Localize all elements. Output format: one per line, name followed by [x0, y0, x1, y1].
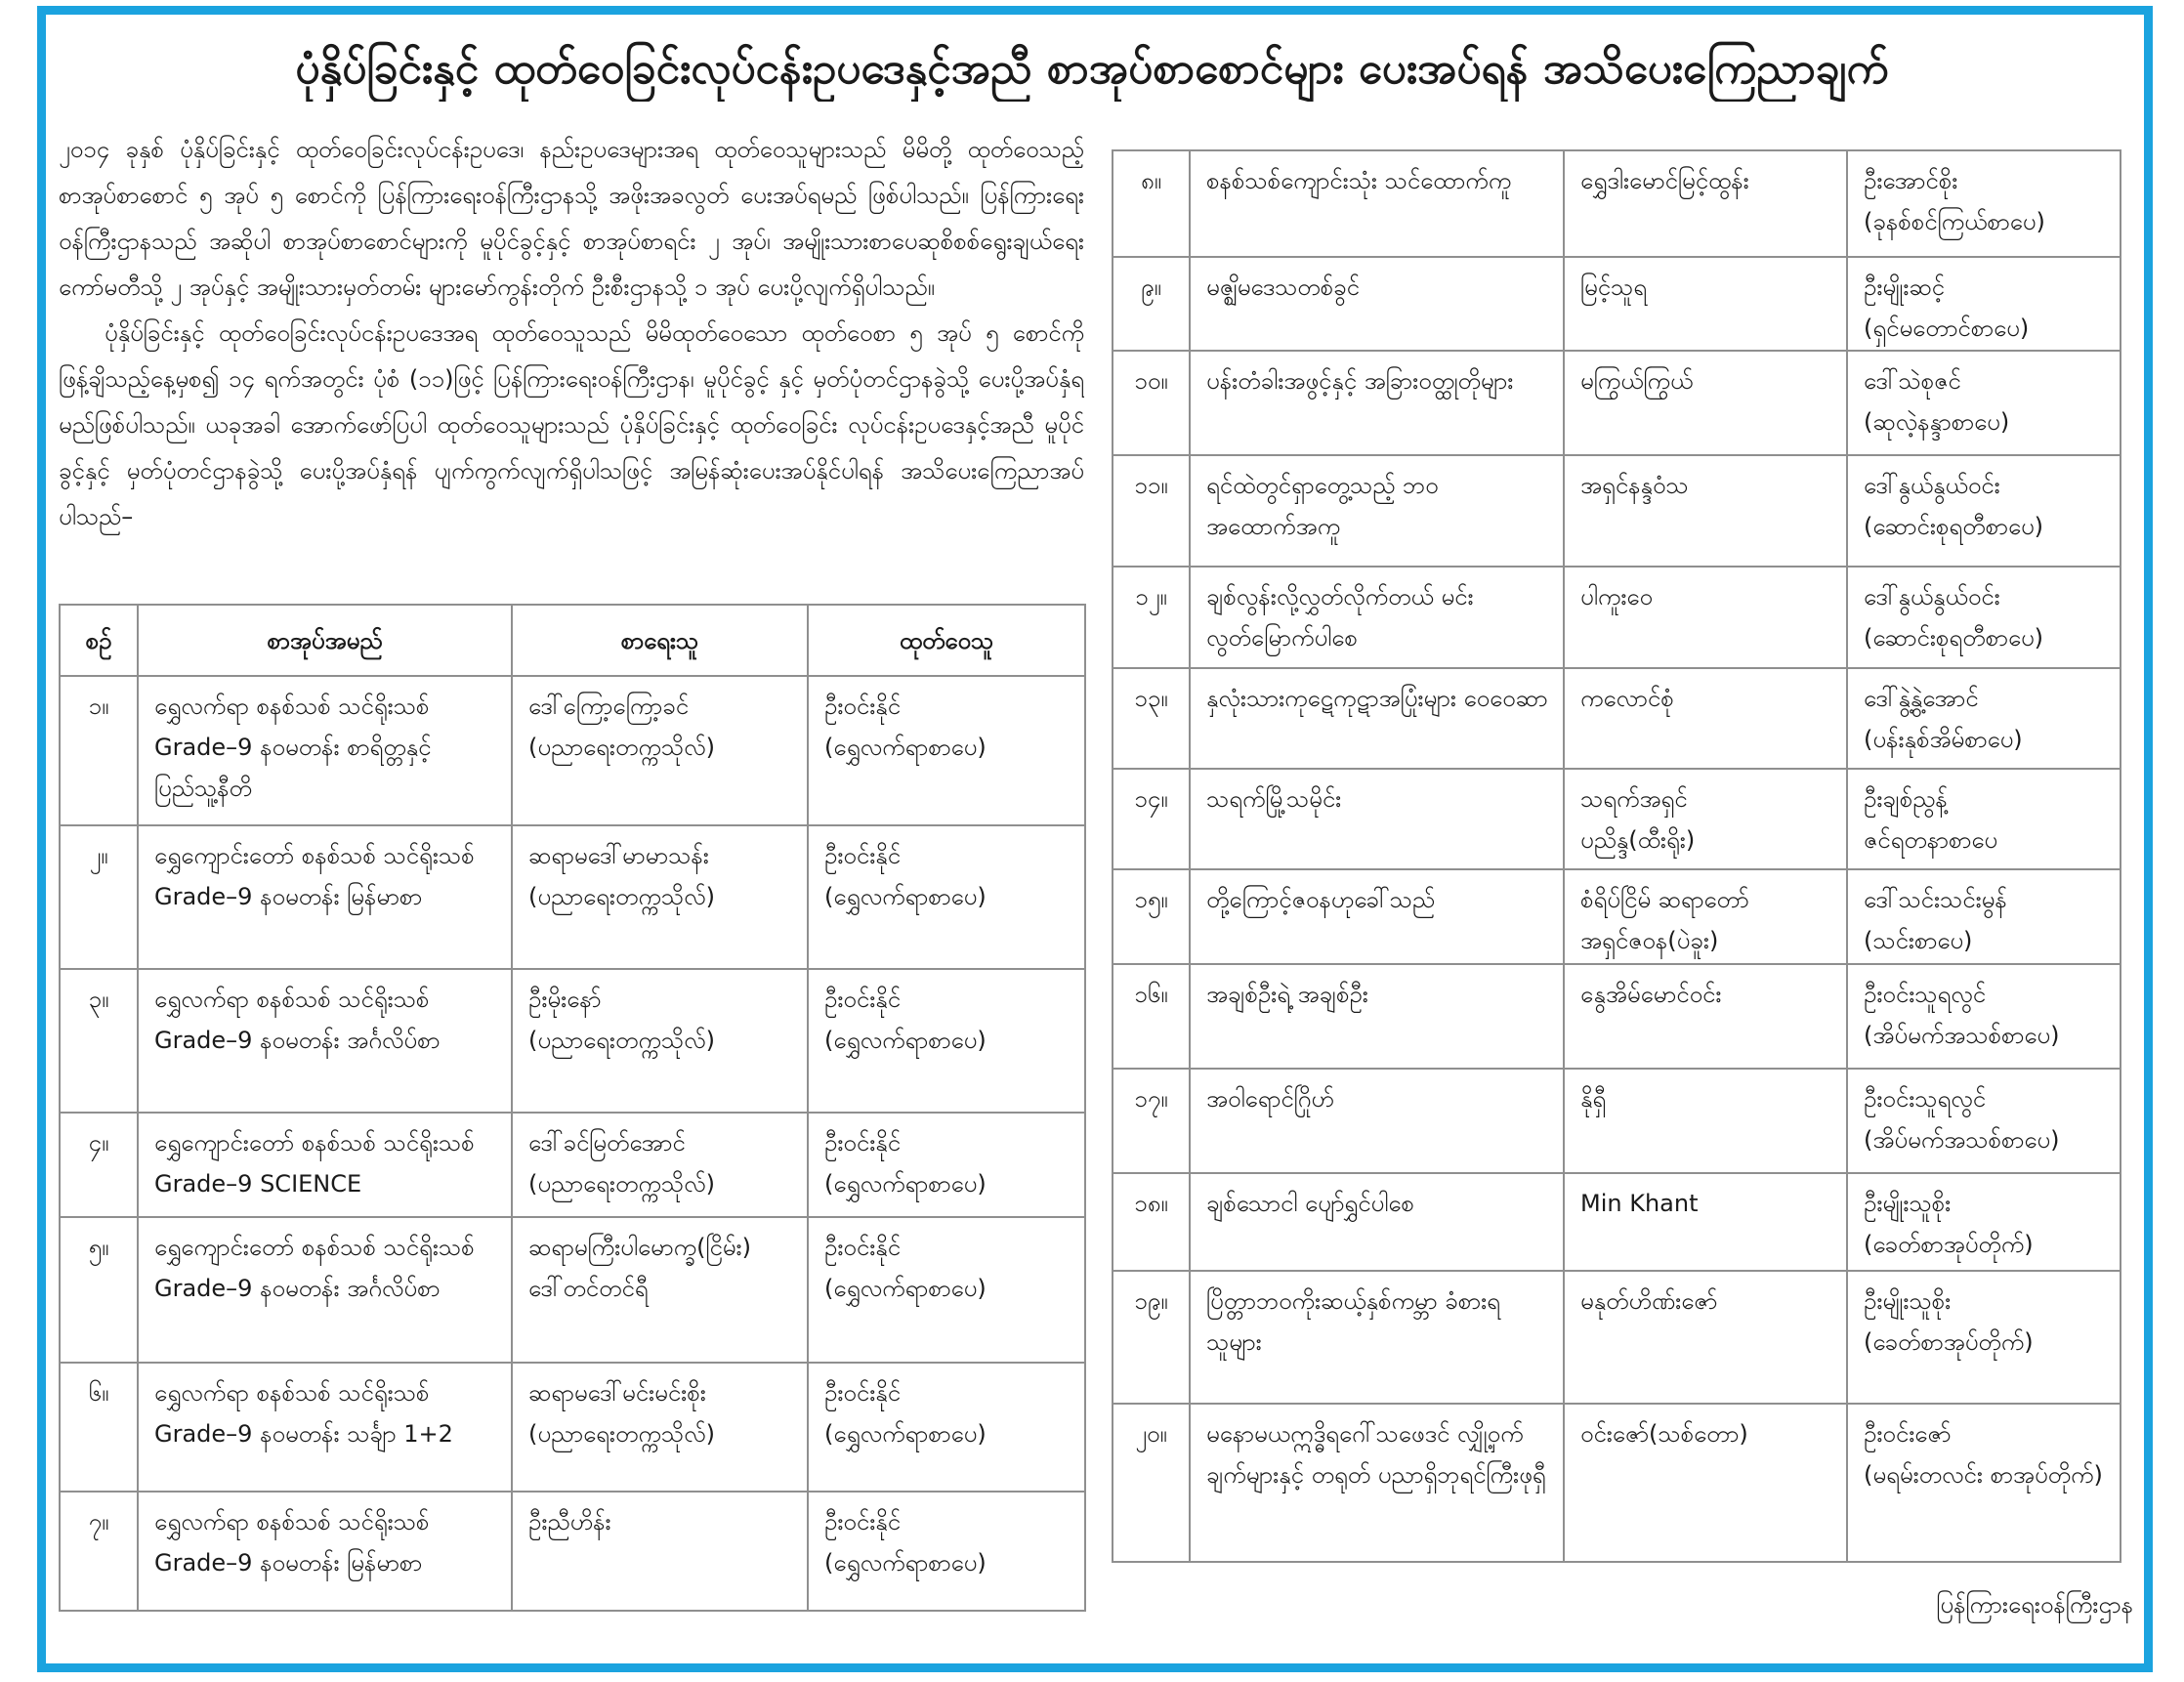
book-7-author: ဦးညီဟိန်း [528, 1508, 611, 1535]
book-13-title: နှလုံးသားကုဋေကုဋာအပြုံးများ ဝေဝေဆာ [1191, 669, 1565, 770]
book-14-author-cell [1565, 770, 1848, 870]
book-3-author-cell [513, 970, 809, 1114]
book-6-author-cell [513, 1364, 809, 1493]
book-4-publishing-house: (ရွှေလက်ရာစာပေ) [824, 1170, 987, 1198]
book-3-publisher: ဦးဝင်းနိုင် [824, 986, 901, 1013]
book-4-author: ဒေါ်ခင်မြတ်အောင် [528, 1129, 686, 1156]
book-9-author: မြင့်သူရ [1580, 273, 1648, 301]
book-11-author-cell [1565, 456, 1848, 568]
header-author: စာရေးသူ [513, 606, 809, 677]
books-table-left [59, 604, 1086, 1612]
book-1-publisher-cell [809, 677, 1086, 826]
book-9-publisher-cell [1848, 258, 2121, 352]
book-6-publisher-cell [809, 1364, 1086, 1493]
book-8-author-cell [1565, 151, 1848, 258]
book-20-publishing-house: (မရမ်းတလင်း စာအုပ်တိုက်) [1864, 1461, 2103, 1489]
book-18-author: Min Khant [1580, 1190, 1699, 1217]
book-16-publishing-house: (အိပ်မက်အသစ်စာပေ) [1864, 1022, 2060, 1049]
book-12-publisher-cell [1848, 568, 2121, 669]
book-13-number: ၁၃။ [1113, 669, 1191, 770]
book-3-publisher-cell [809, 970, 1086, 1114]
book-19-title: ပြိတ္တာဘဝကိုးဆယ့်နှစ်ကမ္ဘာ ခံစားရသူများ [1191, 1272, 1565, 1405]
book-13-publishing-house: (ပန်းနုစ်အိမ်စာပေ) [1864, 726, 2023, 753]
book-6-number: ၆။ [61, 1364, 139, 1493]
book-10-publisher: ဒေါ်သဲစုဇင် [1864, 367, 1961, 395]
book-7-publisher-cell [809, 1493, 1086, 1612]
book-17-title: အဝါရောင်ဂြိုဟ် [1191, 1070, 1565, 1174]
book-18-publisher: ဦးမျိုးသူစိုး [1864, 1190, 1952, 1217]
book-14-title: သရက်မြို့သမိုင်း [1191, 770, 1565, 870]
book-1-author: ဒေါ်ကြော့ကြော့ခင် [528, 693, 690, 720]
book-5-title: ရွှေကျောင်းတော် စနစ်သစ် သင်ရိုးသစ် Grade–9 နဝမတန်း အင်္ဂလိပ်စာ [139, 1218, 513, 1364]
book-11-publisher: ဒေါ်နွယ်နွယ်ဝင်း [1864, 472, 2000, 499]
book-10-title: ပန်းတံခါးအဖွင့်နှင့် အခြားဝတ္ထုတိုများ [1191, 352, 1565, 456]
book-6-title: ရွှေလက်ရာ စနစ်သစ် သင်ရိုးသစ် Grade–9 နဝမတန်း သင်္ချာ 1+2 [139, 1364, 513, 1493]
book-18-publisher-cell [1848, 1174, 2121, 1272]
header-number: စဉ် [61, 606, 139, 677]
book-1-author-cell [513, 677, 809, 826]
book-6-author-note: (ပညာရေးတက္ကသိုလ်) [528, 1420, 715, 1448]
book-16-number: ၁၆။ [1113, 965, 1191, 1070]
book-9-title: မဇ္ဈိမဒေသတစ်ခွင် [1191, 258, 1565, 352]
book-16-publisher: ဦးဝင်းသူရလွင် [1864, 981, 1987, 1008]
book-11-author: အရှင်နန္ဒဝံသ [1580, 472, 1689, 499]
book-11-title: ရင်ထဲတွင်ရှာတွေ့သည့် ဘဝ အထောက်အကူ [1191, 456, 1565, 568]
announcement-intro [59, 127, 1084, 591]
book-8-author: ရွှေဒါးမောင်မြင့်ထွန်း [1580, 167, 1749, 194]
book-20-publisher: ဦးဝင်းဇော် [1864, 1420, 1952, 1448]
book-4-number: ၄။ [61, 1114, 139, 1218]
book-1-number: ၁။ [61, 677, 139, 826]
issuing-ministry: ပြန်ကြားရေးဝန်ကြီးဌာန [1936, 1591, 2133, 1619]
book-9-publisher: ဦးမျိုးဆင့် [1864, 273, 1945, 301]
book-16-author: နွေအိမ်မောင်ဝင်း [1580, 981, 1722, 1008]
book-18-publishing-house: (ခေတ်စာအုပ်တိုက်) [1864, 1231, 2034, 1258]
intro-paragraph-1: ၂၀၁၄ ခုနှစ် ပုံနှိပ်ခြင်းနှင့် ထုတ်ဝေခြင်းလုပ်ငန်းဥပဒေ၊ နည်းဥပဒေများအရ ထုတ်ဝေသူများသည် မိမိတို့ ထုတ်ဝေသည့် စာအုပ်စာစောင် ၅ အုပ် ၅ စောင်ကို ပြန်ကြားရေးဝန်ကြီးဌာနသို့ အဖိုးအခလွတ် ပေးအပ်ရမည် ဖြစ်ပါသည်။ ပြန်ကြားရေးဝန်ကြီးဌာနသည် အဆိုပါ စာအုပ်စာစောင်များကို မူပိုင်ခွင့်နှင့် စာအုပ်စာရင်း ၂ အုပ်၊ အမျိုးသားစာပေဆုစိစစ်ရွေးချယ်ရေးကော်မတီသို့ ၂ အုပ်နှင့် အမျိုးသားမှတ်တမ်း များမော်ကွန်းတိုက် ဦးစီးဌာနသို့ ၁ အုပ် ပေးပို့လျက်ရှိပါသည်။ [59, 136, 1084, 301]
book-14-author: သရက်အရှင် [1580, 785, 1688, 813]
book-7-author-cell [513, 1493, 809, 1612]
book-17-publisher-cell [1848, 1070, 2121, 1174]
book-18-title: ချစ်သောငါ ပျော်ရွှင်ပါစေ [1191, 1174, 1565, 1272]
book-8-title: စနစ်သစ်ကျောင်းသုံး သင်ထောက်ကူ [1191, 151, 1565, 258]
book-8-number: ၈။ [1113, 151, 1191, 258]
book-1-publisher: ဦးဝင်းနိုင် [824, 693, 901, 720]
book-5-publishing-house: (ရွှေလက်ရာစာပေ) [824, 1275, 987, 1302]
book-4-author-cell [513, 1114, 809, 1218]
book-9-author-cell [1565, 258, 1848, 352]
book-10-author-cell [1565, 352, 1848, 456]
book-4-author-note: (ပညာရေးတက္ကသိုလ်) [528, 1170, 715, 1198]
book-2-title: ရွှေကျောင်းတော် စနစ်သစ် သင်ရိုးသစ် Grade–9 နဝမတန်း မြန်မာစာ [139, 826, 513, 970]
book-20-publisher-cell [1848, 1405, 2121, 1563]
book-8-publisher: ဦးအောင်စိုး [1864, 167, 1958, 194]
book-11-publisher-cell [1848, 456, 2121, 568]
book-12-number: ၁၂။ [1113, 568, 1191, 669]
book-8-publishing-house: (ခုနစ်စင်ကြယ်စာပေ) [1864, 208, 2045, 235]
book-4-publisher-cell [809, 1114, 1086, 1218]
book-2-author-cell [513, 826, 809, 970]
book-4-publisher: ဦးဝင်းနိုင် [824, 1129, 901, 1156]
book-15-author-note: အရှင်ဇဝန(ပဲခူး) [1580, 927, 1719, 954]
announcement-title: ပုံနှိပ်ခြင်းနှင့် ထုတ်ဝေခြင်းလုပ်ငန်းဥပဒေနှင့်အညီ စာအုပ်စာစောင်များ ပေးအပ်ရန် အသိပေးကြေညာချက် [295, 44, 1889, 94]
header-publisher: ထုတ်ဝေသူ [809, 606, 1086, 677]
book-19-author: မနုတ်ဟိဏ်းဇော် [1580, 1287, 1718, 1315]
book-15-title: တို့ကြောင့်ဇဝနဟုခေါ်သည် [1191, 870, 1565, 965]
book-15-number: ၁၅။ [1113, 870, 1191, 965]
book-5-number: ၅။ [61, 1218, 139, 1364]
book-17-author-cell [1565, 1070, 1848, 1174]
book-19-publisher: ဦးမျိုးသူစိုး [1864, 1287, 1952, 1315]
book-5-author: ဆရာမကြီးပါမောက္ခ(ငြိမ်း) [528, 1234, 751, 1261]
book-2-author: ဆရာမဒေါ်မာမာသန်း [528, 842, 709, 869]
book-9-publishing-house: (ရှင်မတောင်စာပေ) [1864, 315, 2030, 342]
book-19-number: ၁၉။ [1113, 1272, 1191, 1405]
books-table-right [1112, 149, 2121, 1563]
book-17-publisher: ဦးဝင်းသူရလွင် [1864, 1085, 1987, 1113]
book-5-publisher-cell [809, 1218, 1086, 1364]
book-3-author: ဦးမိုးနော် [528, 986, 602, 1013]
book-14-number: ၁၄။ [1113, 770, 1191, 870]
book-2-publisher-cell [809, 826, 1086, 970]
book-3-publishing-house: (ရွှေလက်ရာစာပေ) [824, 1027, 987, 1054]
book-13-publisher: ဒေါ်နွဲ့နွဲ့အောင် [1864, 685, 1979, 712]
book-19-author-cell [1565, 1272, 1848, 1405]
book-10-publishing-house: (ဆုလဲ့နန္ဒာစာပေ) [1864, 408, 2010, 436]
book-7-publisher: ဦးဝင်းနိုင် [824, 1508, 901, 1535]
book-17-author: နိုရှီ [1580, 1085, 1607, 1113]
book-6-publishing-house: (ရွှေလက်ရာစာပေ) [824, 1420, 987, 1448]
book-15-publisher: ဒေါ်သင်းသင်းမွန် [1864, 886, 2007, 913]
book-1-author-note: (ပညာရေးတက္ကသိုလ်) [528, 734, 715, 761]
book-5-publisher: ဦးဝင်းနိုင် [824, 1234, 901, 1261]
book-17-publishing-house: (အိပ်မက်အသစ်စာပေ) [1864, 1126, 2060, 1154]
book-5-author-note: ဒေါ်တင်တင်ရီ [528, 1275, 649, 1302]
book-5-author-cell [513, 1218, 809, 1364]
book-13-author-cell [1565, 669, 1848, 770]
header-book-title: စာအုပ်အမည် [139, 606, 513, 677]
book-3-number: ၃။ [61, 970, 139, 1114]
book-13-author: ကလောင်စုံ [1580, 685, 1674, 712]
book-15-author-cell [1565, 870, 1848, 965]
book-17-number: ၁၇။ [1113, 1070, 1191, 1174]
book-16-publisher-cell [1848, 965, 2121, 1070]
book-15-publishing-house: (သင်းစာပေ) [1864, 927, 1973, 954]
book-20-author-cell [1565, 1405, 1848, 1563]
book-14-publishing-house: ဇင်ရတနာစာပေ [1864, 826, 1998, 854]
book-16-author-cell [1565, 965, 1848, 1070]
book-12-author: ပါကူးဝေ [1580, 583, 1653, 610]
book-2-author-note: (ပညာရေးတက္ကသိုလ်) [528, 883, 715, 910]
book-14-publisher-cell [1848, 770, 2121, 870]
book-3-title: ရွှေလက်ရာ စနစ်သစ် သင်ရိုးသစ် Grade–9 နဝမတန်း အင်္ဂလိပ်စာ [139, 970, 513, 1114]
book-12-publishing-house: (ဆောင်းစုရတီစာပေ) [1864, 624, 2044, 652]
book-11-number: ၁၁။ [1113, 456, 1191, 568]
book-1-title: ရွှေလက်ရာ စနစ်သစ် သင်ရိုးသစ် Grade–9 နဝမတန်း စာရိတ္တနှင့် ပြည်သူ့နီတိ [139, 677, 513, 826]
book-7-title: ရွှေလက်ရာ စနစ်သစ် သင်ရိုးသစ် Grade–9 နဝမတန်း မြန်မာစာ [139, 1493, 513, 1612]
book-19-publisher-cell [1848, 1272, 2121, 1405]
book-19-publishing-house: (ခေတ်စာအုပ်တိုက်) [1864, 1328, 2034, 1356]
book-1-publishing-house: (ရွှေလက်ရာစာပေ) [824, 734, 987, 761]
book-20-author: ဝင်းဇော်(သစ်တော) [1580, 1420, 1748, 1448]
book-15-publisher-cell [1848, 870, 2121, 965]
book-15-author: စံရိပ်ငြိမ် ဆရာတော် [1580, 886, 1749, 913]
book-11-publishing-house: (ဆောင်းစုရတီစာပေ) [1864, 513, 2044, 540]
book-14-author-note: ပညိန္ဒ(ထီးရိုး) [1580, 826, 1696, 854]
book-20-title: မနောမယဣဒ္ဓိရဂေါ်သဖေဒင် လျှို့ဝှက်ချက်များနှင့် တရုတ် ပညာရှိဘုရင်ကြီးဖုရှီ [1191, 1405, 1565, 1563]
book-2-publisher: ဦးဝင်းနိုင် [824, 842, 901, 869]
book-3-author-note: (ပညာရေးတက္ကသိုလ်) [528, 1027, 715, 1054]
book-16-title: အချစ်ဦးရဲ့ အချစ်ဦး [1191, 965, 1565, 1070]
book-12-author-cell [1565, 568, 1848, 669]
book-13-publisher-cell [1848, 669, 2121, 770]
book-6-author: ဆရာမဒေါ်မင်းမင်းစိုး [528, 1379, 706, 1407]
book-9-number: ၉။ [1113, 258, 1191, 352]
book-6-publisher: ဦးဝင်းနိုင် [824, 1379, 901, 1407]
book-2-publishing-house: (ရွှေလက်ရာစာပေ) [824, 883, 987, 910]
book-10-number: ၁၀။ [1113, 352, 1191, 456]
book-18-number: ၁၈။ [1113, 1174, 1191, 1272]
book-7-publishing-house: (ရွှေလက်ရာစာပေ) [824, 1549, 987, 1577]
book-7-number: ၇။ [61, 1493, 139, 1612]
book-20-number: ၂၀။ [1113, 1405, 1191, 1563]
book-10-author: မကြွယ်ကြွယ် [1580, 367, 1694, 395]
intro-paragraph-2: ပုံနှိပ်ခြင်းနှင့် ထုတ်ဝေခြင်းလုပ်ငန်းဥပဒေအရ ထုတ်ဝေသူသည် မိမိထုတ်ဝေသော ထုတ်ဝေစာ ၅ အုပ် ၅ စောင်ကို ဖြန့်ချိသည့်နေ့မှစ၍ ၁၄ ရက်အတွင်း ပုံစံ (၁၁)ဖြင့် ပြန်ကြားရေးဝန်ကြီးဌာန၊ မူပိုင်ခွင့် နှင့် မှတ်ပုံတင်ဌာနခွဲသို့ ပေးပို့အပ်နှံရမည်ဖြစ်ပါသည်။ ယခုအခါ အောက်ဖော်ပြပါ ထုတ်ဝေသူများသည် ပုံနှိပ်ခြင်းနှင့် ထုတ်ဝေခြင်း လုပ်ငန်းဥပဒေနှင့်အညီ မူပိုင်ခွင့်နှင့် မှတ်ပုံတင်ဌာနခွဲသို့ ပေးပို့အပ်နှံရန် ပျက်ကွက်လျက်ရှိပါသဖြင့် အမြန်ဆုံးပေးအပ်နိုင်ပါရန် အသိပေးကြေညာအပ်ပါသည်– [59, 319, 1084, 530]
book-12-title: ချစ်လွန်းလို့လွှတ်လိုက်တယ် မင်းလွတ်မြောက်ပါစေ [1191, 568, 1565, 669]
book-10-publisher-cell [1848, 352, 2121, 456]
book-8-publisher-cell [1848, 151, 2121, 258]
book-14-publisher: ဦးချစ်ညွန့် [1864, 785, 1948, 813]
book-2-number: ၂။ [61, 826, 139, 970]
book-12-publisher: ဒေါ်နွယ်နွယ်ဝင်း [1864, 583, 2000, 610]
book-18-author-cell [1565, 1174, 1848, 1272]
book-4-title: ရွှေကျောင်းတော် စနစ်သစ် သင်ရိုးသစ် Grade–9 SCIENCE [139, 1114, 513, 1218]
